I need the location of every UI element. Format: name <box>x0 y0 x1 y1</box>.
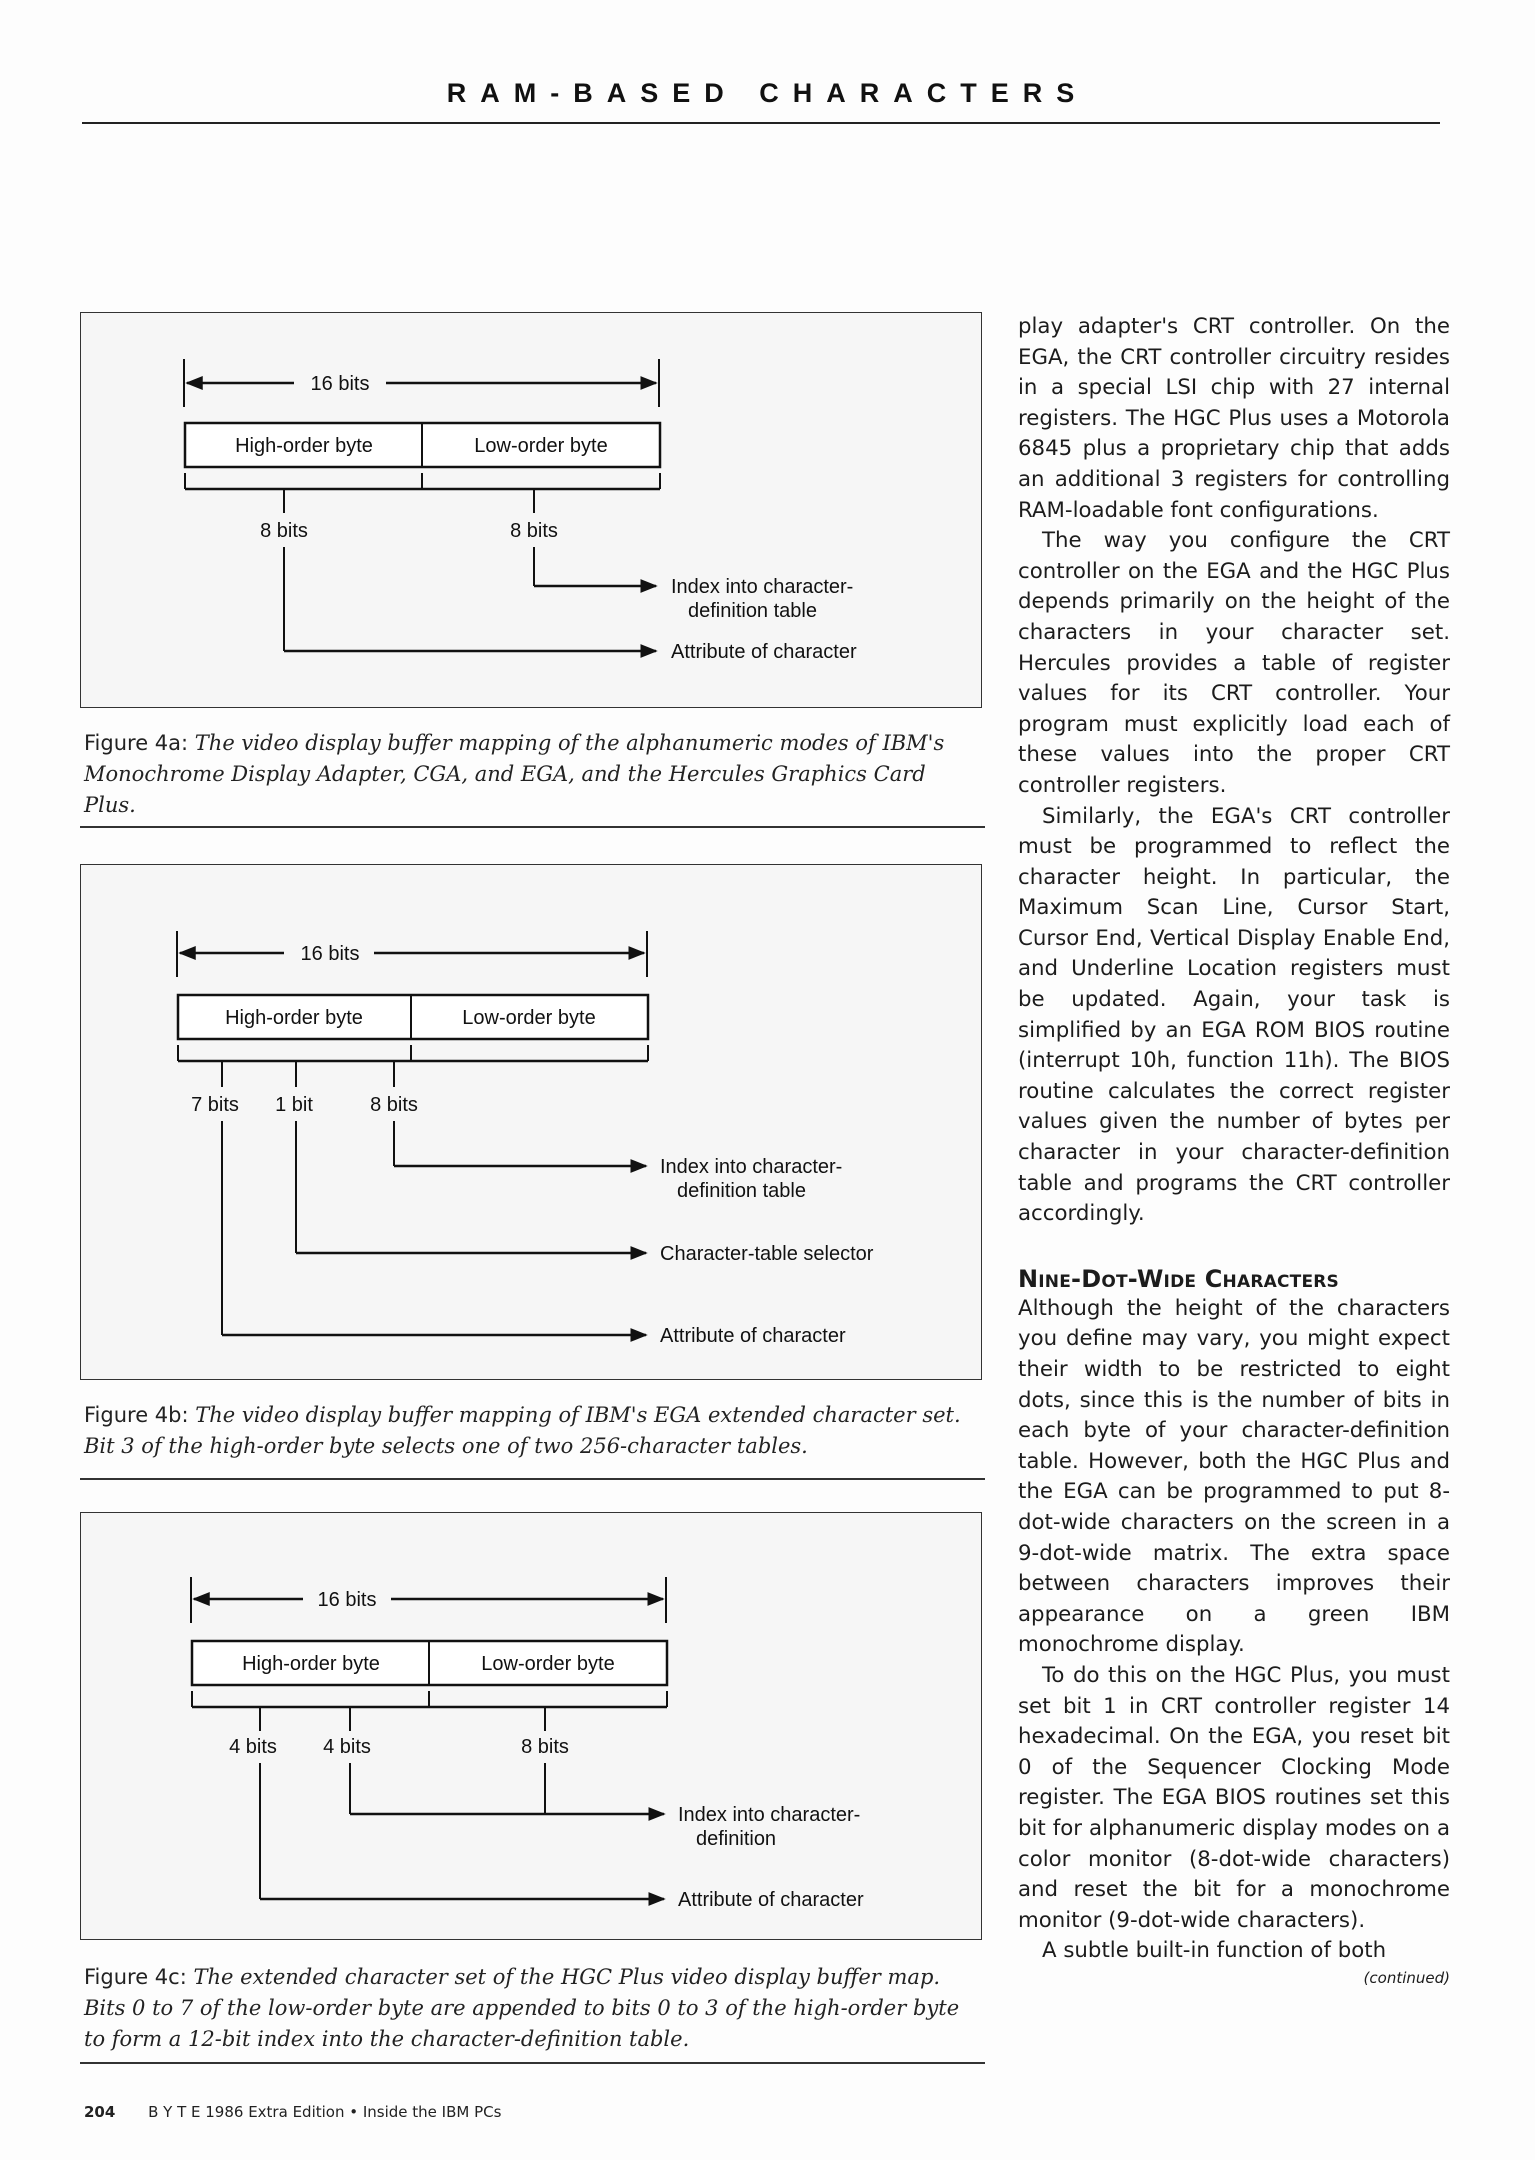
field-target-label: Index into character- <box>660 1156 843 1178</box>
field-target-label: Character-table selector <box>660 1243 874 1265</box>
field-bits-label: 8 bits <box>260 520 308 542</box>
low-order-byte-label: Low-order byte <box>462 1007 596 1029</box>
caption-text: The extended character set of the HGC Plus video display buffer map. Bits 0 to 7 of the low-order byte are appended to bits 0 to 3 of the high-order byte to form a 12-bit index into the character-definition table. <box>84 1965 960 2051</box>
field-target-label: Index into character- <box>671 576 854 598</box>
body-paragraph: play adapter's CRT controller. On the EGA, the CRT controller circuitry resides in a special LSI chip with 27 internal registers. The HGC Plus uses a Motorola 6845 plus a proprietary chip that adds an additional 3 registers for controlling RAM-loadable font configurations. <box>1018 314 1450 523</box>
field-bits-label: 8 bits <box>370 1094 418 1116</box>
field-target-label: Attribute of character <box>660 1325 846 1347</box>
high-order-byte-label: High-order byte <box>225 1007 363 1029</box>
field-target-label: Index into character- <box>678 1804 861 1826</box>
high-order-byte-label: High-order byte <box>242 1653 380 1675</box>
field-target-label: definition table <box>688 600 817 622</box>
running-title: RAM-BASED CHARACTERS <box>446 78 1089 108</box>
page-number: 204 <box>84 2103 116 2121</box>
figure-label: Figure 4a: <box>84 731 189 755</box>
field-target-label: definition table <box>677 1180 806 1202</box>
figure-rule <box>80 2062 985 2064</box>
field-bits-label: 8 bits <box>510 520 558 542</box>
figure-4b-caption <box>84 1400 984 1462</box>
figure-label: Figure 4c: <box>84 1965 187 1989</box>
figure-4b-box <box>80 864 982 1380</box>
figure-4a-caption <box>84 728 984 821</box>
figure-4c-caption <box>84 1962 984 2055</box>
page-footer <box>84 2103 501 2121</box>
field-bits-label: 1 bit <box>275 1094 313 1116</box>
publication-line: B Y T E 1986 Extra Edition • Inside the IBM PCs <box>148 2103 502 2121</box>
body-column <box>1018 312 1450 1989</box>
field-target-label: definition <box>696 1828 777 1850</box>
width-label: 16 bits <box>317 1589 377 1611</box>
caption-text: The video display buffer mapping of the alphanumeric modes of IBM's Monochrome Display Adapter, CGA, and EGA, and the Hercules Graphics Card Plus. <box>84 731 945 817</box>
figure-4b-diagram <box>81 865 981 1379</box>
figure-rule <box>80 1478 985 1480</box>
field-bits-label: 7 bits <box>191 1094 239 1116</box>
body-paragraph: Similarly, the EGA's CRT controller must be programmed to reflect the character height. In particular, the Maximum Scan Line, Cursor Start, Cursor End, Vertical Display Enable End, and Underline Location registers must be updated. Again, your task is simplified by an EGA ROM BIOS routine (interrupt 10h, function 11h). The BIOS routine calculates the correct register values given the number of bytes per character in your character-definition table and programs the CRT controller accordingly. <box>1018 803 1450 1227</box>
body-paragraph: A subtle built-in function of both <box>1042 1938 1387 1964</box>
figure-4a-diagram <box>81 313 981 707</box>
low-order-byte-label: Low-order byte <box>474 435 608 457</box>
width-label: 16 bits <box>300 943 360 965</box>
continued-note: (continued) <box>1363 1968 1450 1987</box>
figure-label: Figure 4b: <box>84 1403 189 1427</box>
header-rule <box>82 122 1440 124</box>
body-paragraph: To do this on the HGC Plus, you must set bit 1 in CRT controller register 14 hexadecimal. On the EGA, you reset bit 0 of the Sequencer Clocking Mode register. The EGA BIOS routines set this bit for alphanumeric display modes on a color monitor (8-dot-wide characters) and reset the bit for a monochrome monitor (9-dot-wide characters). <box>1018 1662 1450 1933</box>
figure-4c-diagram <box>81 1513 981 1939</box>
figure-rule <box>80 826 985 828</box>
field-bits-label: 4 bits <box>323 1736 371 1758</box>
field-target-label: Attribute of character <box>678 1889 864 1911</box>
figure-4a-box <box>80 312 982 708</box>
high-order-byte-label: High-order byte <box>235 435 373 457</box>
figure-4c-box <box>80 1512 982 1940</box>
section-heading: Nine-Dot-Wide Characters <box>1018 1264 1340 1293</box>
caption-text: The video display buffer mapping of IBM's EGA extended character set. Bit 3 of the high-order byte selects one of two 256-character tables. <box>84 1403 961 1458</box>
field-bits-label: 4 bits <box>229 1736 277 1758</box>
width-label: 16 bits <box>310 373 370 395</box>
field-bits-label: 8 bits <box>521 1736 569 1758</box>
body-paragraph: Although the height of the characters you define may vary, you might expect their width to be restricted to eight dots, since this is the number of bits in each byte of your character-definition table. However, both the HGC Plus and the EGA can be programmed to put 8-dot-wide characters on the screen in a 9-dot-wide matrix. The extra space between characters improves their appearance on a green IBM monochrome display. <box>1018 1295 1450 1658</box>
body-paragraph: The way you configure the CRT controller on the EGA and the HGC Plus depends primarily on the height of the characters in your character set. Hercules provides a table of register values for its CRT controller. Your program must explicitly load each of these values into the proper CRT controller registers. <box>1018 528 1450 798</box>
field-target-label: Attribute of character <box>671 641 857 663</box>
low-order-byte-label: Low-order byte <box>481 1653 615 1675</box>
